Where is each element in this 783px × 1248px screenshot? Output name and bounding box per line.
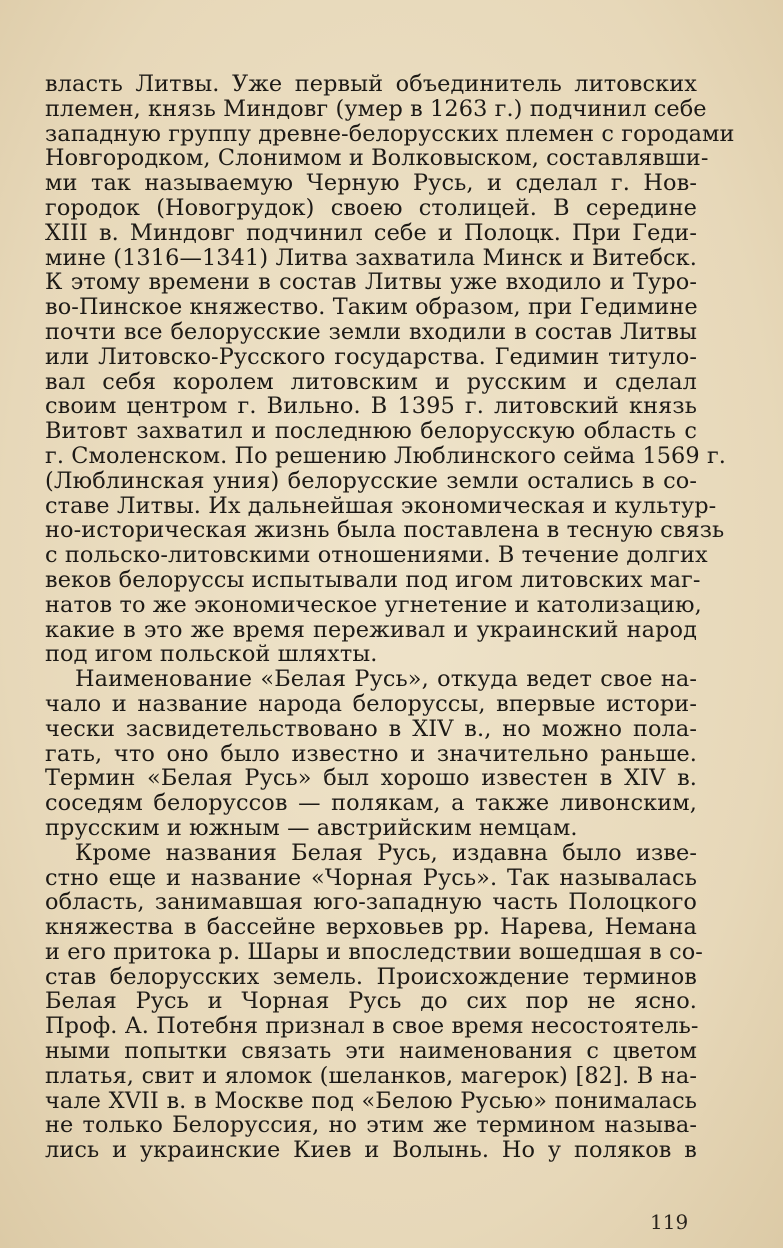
text-line: какие в это же время переживал и украинский народ — [45, 616, 697, 643]
text-line: но-историческая жизнь была поставлена в тесную связь — [45, 517, 725, 544]
text-line: власть Литвы. Уже первый объединитель литовских — [45, 71, 697, 97]
text-line: вал себя королем литовским и русским и сделал — [45, 368, 697, 395]
text-line: Термин «Белая Русь» был хорошо известен в XIV в. — [45, 765, 697, 792]
text-line: чале XVII в. в Москве под «Белою Русью» понималась — [45, 1087, 697, 1114]
text-line: племен, князь Миндовг (умер в 1263 г.) подчинил себе — [45, 95, 707, 122]
body-text — [45, 71, 735, 1164]
text-line: чески засвидетельствовано в XIV в., но можно пола- — [45, 715, 697, 742]
text-line: и его притока р. Шары и впоследствии вошедшая в со- — [45, 938, 703, 965]
text-line: став белорусских земель. Происхождение терминов — [45, 963, 697, 990]
text-line: стно еще и название «Чорная Русь». Так называлась — [45, 864, 697, 891]
text-line: под игом польской шляхты. — [45, 641, 378, 668]
text-line: К этому времени в состав Литвы уже входило и Туро- — [45, 269, 697, 296]
text-line: ми так называемую Черную Русь, и сделал г. Нов- — [45, 170, 697, 197]
text-line: натов то же экономическое угнетение и католизацию, — [45, 591, 702, 618]
text-line: своим центром г. Вильно. В 1395 г. литовский князь — [45, 393, 697, 420]
text-line: городок (Новогрудок) своею столицей. В середине — [45, 194, 697, 221]
text-line: чало и название народа белоруссы, впервые истори- — [45, 690, 697, 717]
text-line: Наименование «Белая Русь», откуда ведет свое на- — [75, 666, 697, 693]
text-line: гать, что оно было известно и значительно раньше. — [45, 740, 697, 767]
text-line: г. Смоленском. По решению Люблинского сейма 1569 г. — [45, 442, 727, 469]
text-line: или Литовско-Русского государства. Гедимин титуло- — [45, 343, 697, 370]
text-line: веков белоруссы испытывали под игом литовских маг- — [45, 566, 701, 593]
text-line: область, занимавшая юго-западную часть Полоцкого — [45, 889, 697, 916]
text-line: с польско-литовскими отношениями. В течение долгих — [45, 542, 708, 569]
text-line: прусским и южным — австрийским немцам. — [45, 814, 578, 841]
text-line: мине (1316—1341) Литва захватила Минск и Витебск. — [45, 244, 697, 271]
text-line: платья, свит и яломок (шеланков, магерок) [82]. В на- — [45, 1062, 697, 1089]
page-number: 119 — [650, 1210, 689, 1234]
text-line: почти все белорусские земли входили в состав Литвы — [45, 318, 697, 345]
text-line: не только Белоруссия, но этим же термином называ- — [45, 1112, 697, 1139]
text-line: во-Пинское княжество. Таким образом, при Гедимине — [45, 294, 698, 321]
text-line: ными попытки связать эти наименования с цветом — [45, 1038, 697, 1065]
text-line: соседям белоруссов — полякам, а также ливонским, — [45, 790, 697, 817]
text-line: Проф. А. Потебня признал в свое время несостоятель- — [45, 1013, 699, 1040]
text-line: Витовт захватил и последнюю белорусскую область с — [45, 418, 697, 445]
text-line: Новгородком, Слонимом и Волковыском, составлявши- — [45, 145, 709, 172]
text-line: Белая Русь и Чорная Русь до сих пор не ясно. — [45, 988, 697, 1015]
text-line: Кроме названия Белая Русь, издавна было изве- — [75, 839, 697, 866]
text-line: лись и украинские Киев и Волынь. Но у поляков в — [45, 1137, 697, 1164]
text-line: ставе Литвы. Их дальнейшая экономическая и культур- — [45, 492, 717, 519]
text-line: княжества в бассейне верховьев рр. Нарева, Немана — [45, 914, 697, 941]
text-line: (Люблинская уния) белорусские земли остались в со- — [45, 467, 697, 494]
text-line: западную группу древне-белорусских племен с городами — [45, 120, 735, 147]
text-line: XIII в. Миндовг подчинил себе и Полоцк. При Геди- — [45, 219, 697, 246]
